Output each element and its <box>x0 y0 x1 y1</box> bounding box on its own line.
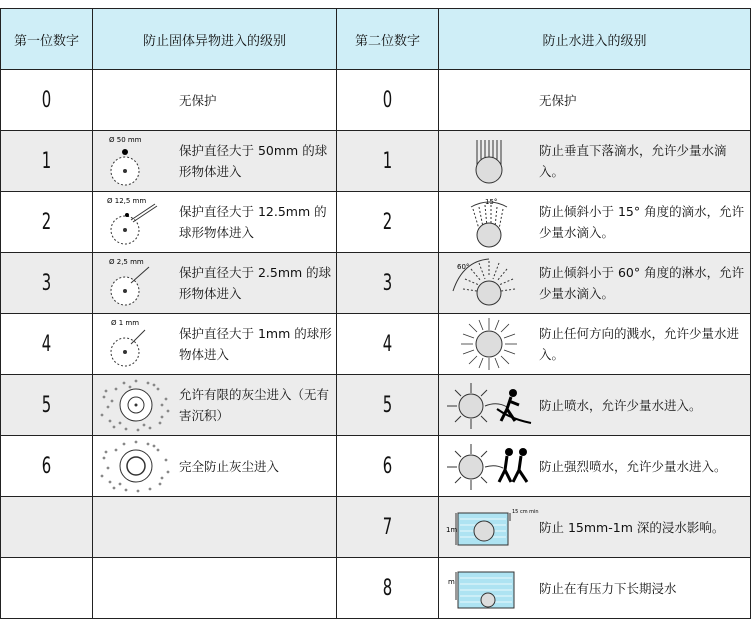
table-row <box>1 375 751 436</box>
svg-text:Ø 2,5 mm: Ø 2,5 mm <box>109 258 144 266</box>
solid-description: 完全防止灰尘进入 <box>179 458 280 474</box>
first-digit: 5 <box>41 392 52 418</box>
svg-text:Ø 50 mm: Ø 50 mm <box>109 136 142 144</box>
sphere-50mm-icon <box>101 133 171 189</box>
svg-text:1m: 1m <box>446 526 458 534</box>
table-row <box>1 253 751 314</box>
first-digit: 1 <box>41 148 52 174</box>
solid-description: 保护直径大于 12.5mm 的球形物体进入 <box>179 204 327 240</box>
temporary-immersion-icon <box>444 505 539 549</box>
second-digit: 1 <box>382 148 393 174</box>
solid-description: 保护直径大于 1mm 的球形物体进入 <box>179 326 332 362</box>
water-description: 防止在有压力下长期浸水 <box>539 580 677 596</box>
continuous-immersion-icon <box>444 564 534 612</box>
second-digit: 7 <box>382 514 393 540</box>
sphere-2-5mm-icon <box>101 255 171 311</box>
table-row <box>1 70 751 131</box>
table-row <box>1 314 751 375</box>
solid-description: 保护直径大于 50mm 的球形物体进入 <box>179 143 328 179</box>
water-description: 防止 15mm-1m 深的浸水影响。 <box>539 519 725 535</box>
second-digit: 3 <box>382 270 393 296</box>
powerful-water-jet-icon <box>441 440 537 492</box>
svg-text:15 cm min: 15 cm min <box>512 509 539 515</box>
header-water-protection: 防止水进入的级别 <box>439 9 751 70</box>
second-digit: 4 <box>382 331 393 357</box>
solid-description: 无保护 <box>179 92 217 108</box>
second-digit: 5 <box>382 392 393 418</box>
header-row <box>1 9 751 70</box>
svg-text:60°: 60° <box>457 263 470 271</box>
water-description: 防止倾斜小于 60° 角度的淋水，允许少量水滴入。 <box>539 265 745 301</box>
water-description: 防止垂直下落滴水，允许少量水滴入。 <box>539 143 727 179</box>
svg-text:m: m <box>448 578 455 586</box>
first-digit: 2 <box>41 209 52 235</box>
first-digit: 6 <box>41 453 52 479</box>
dust-tight-icon <box>96 438 176 494</box>
second-digit: 2 <box>382 209 393 235</box>
water-description: 防止强烈喷水，允许少量水进入。 <box>539 458 727 474</box>
svg-text:15°: 15° <box>485 198 498 206</box>
sphere-1mm-icon <box>101 316 171 372</box>
solid-description: 保护直径大于 2.5mm 的球形物体进入 <box>179 265 332 301</box>
splash-all-directions-icon <box>459 316 519 372</box>
svg-text:Ø 1 mm: Ø 1 mm <box>111 319 140 327</box>
header-first-digit: 第一位数字 <box>1 9 93 70</box>
sphere-12-5mm-icon <box>101 194 171 250</box>
water-jet-icon <box>441 379 537 431</box>
ip-rating-table <box>0 8 751 619</box>
water-description: 无保护 <box>539 92 577 108</box>
svg-text:Ø 12,5 mm: Ø 12,5 mm <box>107 197 147 205</box>
table-row <box>1 436 751 497</box>
water-description: 防止倾斜小于 15° 角度的滴水，允许少量水滴入。 <box>539 204 745 240</box>
first-digit: 4 <box>41 331 52 357</box>
header-solid-protection: 防止固体异物进入的级别 <box>93 9 337 70</box>
spray-60deg-icon <box>449 255 529 311</box>
table-row <box>1 497 751 558</box>
table-row <box>1 192 751 253</box>
first-digit: 0 <box>41 87 52 113</box>
first-digit: 3 <box>41 270 52 296</box>
header-second-digit: 第二位数字 <box>337 9 439 70</box>
second-digit: 8 <box>382 575 393 601</box>
table-row <box>1 558 751 619</box>
dust-limited-icon <box>96 377 176 433</box>
drip-15deg-icon <box>457 195 521 249</box>
solid-description: 允许有限的灰尘进入（无有害沉积） <box>179 387 330 423</box>
second-digit: 6 <box>382 453 393 479</box>
table-row <box>1 131 751 192</box>
vertical-drip-icon <box>459 136 519 186</box>
second-digit: 0 <box>382 87 393 113</box>
water-description: 防止任何方向的溅水，允许少量水进入。 <box>539 326 740 362</box>
water-description: 防止喷水，允许少量水进入。 <box>539 397 702 413</box>
